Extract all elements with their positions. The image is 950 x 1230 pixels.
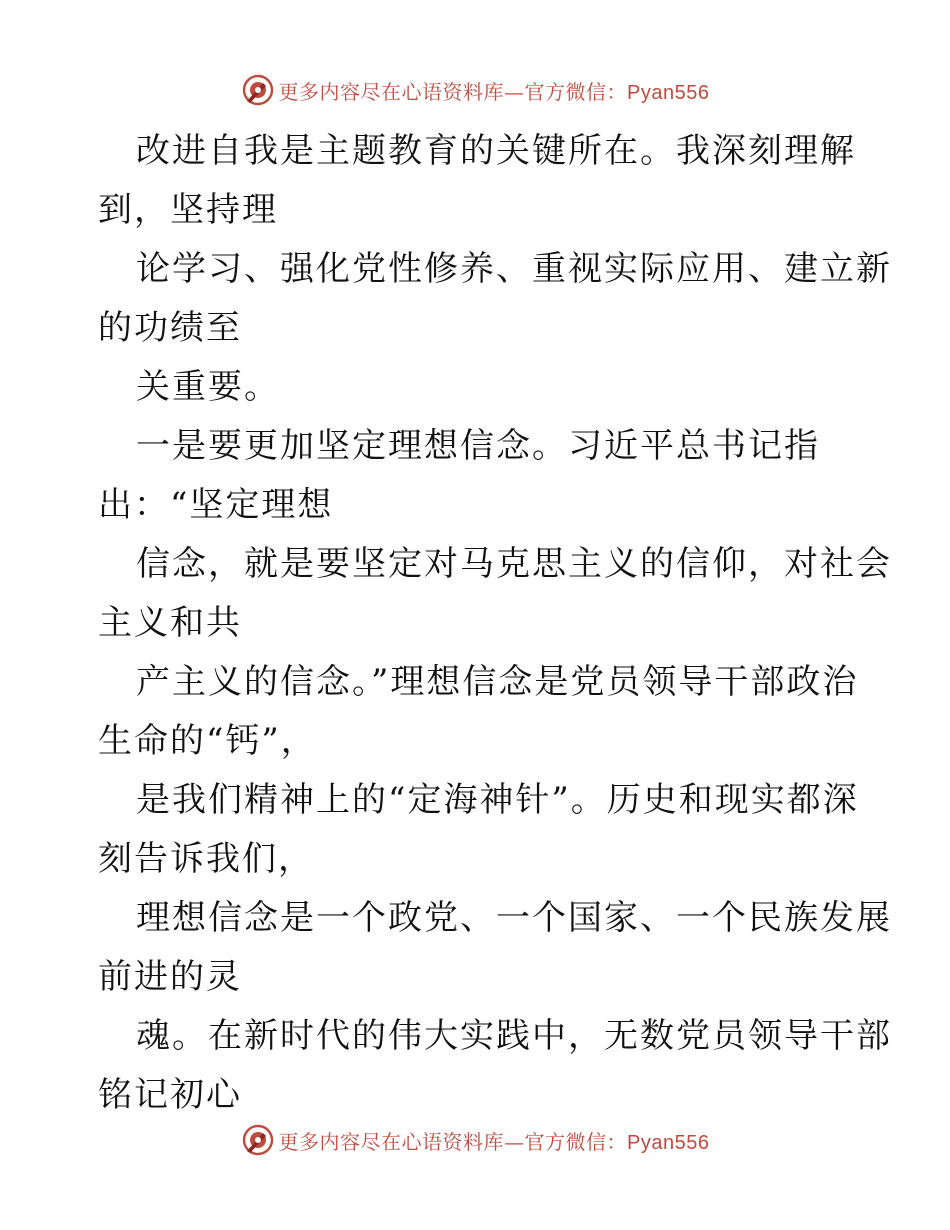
text-line: 论学习、强化党性修养、重视实际应用、建立新 (136, 249, 892, 289)
header-banner (0, 70, 950, 110)
footer-label: 更多内容尽在心语资料库—官方微信： (278, 1129, 628, 1154)
text-line: 产主义的信念。”理想信念是党员领导干部政治 (136, 662, 859, 702)
footer-text (279, 1126, 710, 1155)
text-line: 改进自我是主题教育的关键所在。我深刻理解 (136, 131, 856, 171)
text-line: 一是要更加坚定理想信念。习近平总书记指 (136, 426, 820, 466)
text-line: 理想信念是一个政党、一个国家、一个民族发展 (136, 898, 892, 938)
footer-banner (0, 1120, 950, 1160)
header-label: 更多内容尽在心语资料库—官方微信： (278, 79, 628, 104)
header-text (279, 76, 710, 105)
text-line: 主义和共 (98, 603, 242, 643)
pen-circle-logo-icon (241, 73, 275, 107)
pen-circle-logo-icon (241, 1123, 275, 1157)
footer-wechat-id: Pyan556 (627, 1131, 710, 1154)
text-line: 魂。在新时代的伟大实践中，无数党员领导干部 (136, 1016, 892, 1056)
text-line: 到，坚持理 (98, 190, 278, 230)
text-line: 出：“坚定理想 (98, 485, 334, 525)
text-line: 是我们精神上的“定海神针”。历史和现实都深 (136, 780, 859, 820)
text-line: 信念，就是要坚定对马克思主义的信仰，对社会 (136, 544, 892, 584)
text-line: 前进的灵 (98, 957, 242, 997)
text-line: 关重要。 (136, 367, 280, 407)
text-line: 的功绩至 (98, 308, 242, 348)
document-body (98, 122, 892, 1125)
text-line: 生命的“钙”， (98, 721, 317, 761)
text-line: 铭记初心 (98, 1075, 242, 1115)
header-wechat-id: Pyan556 (627, 81, 710, 104)
text-line: 刻告诉我们， (98, 839, 314, 879)
